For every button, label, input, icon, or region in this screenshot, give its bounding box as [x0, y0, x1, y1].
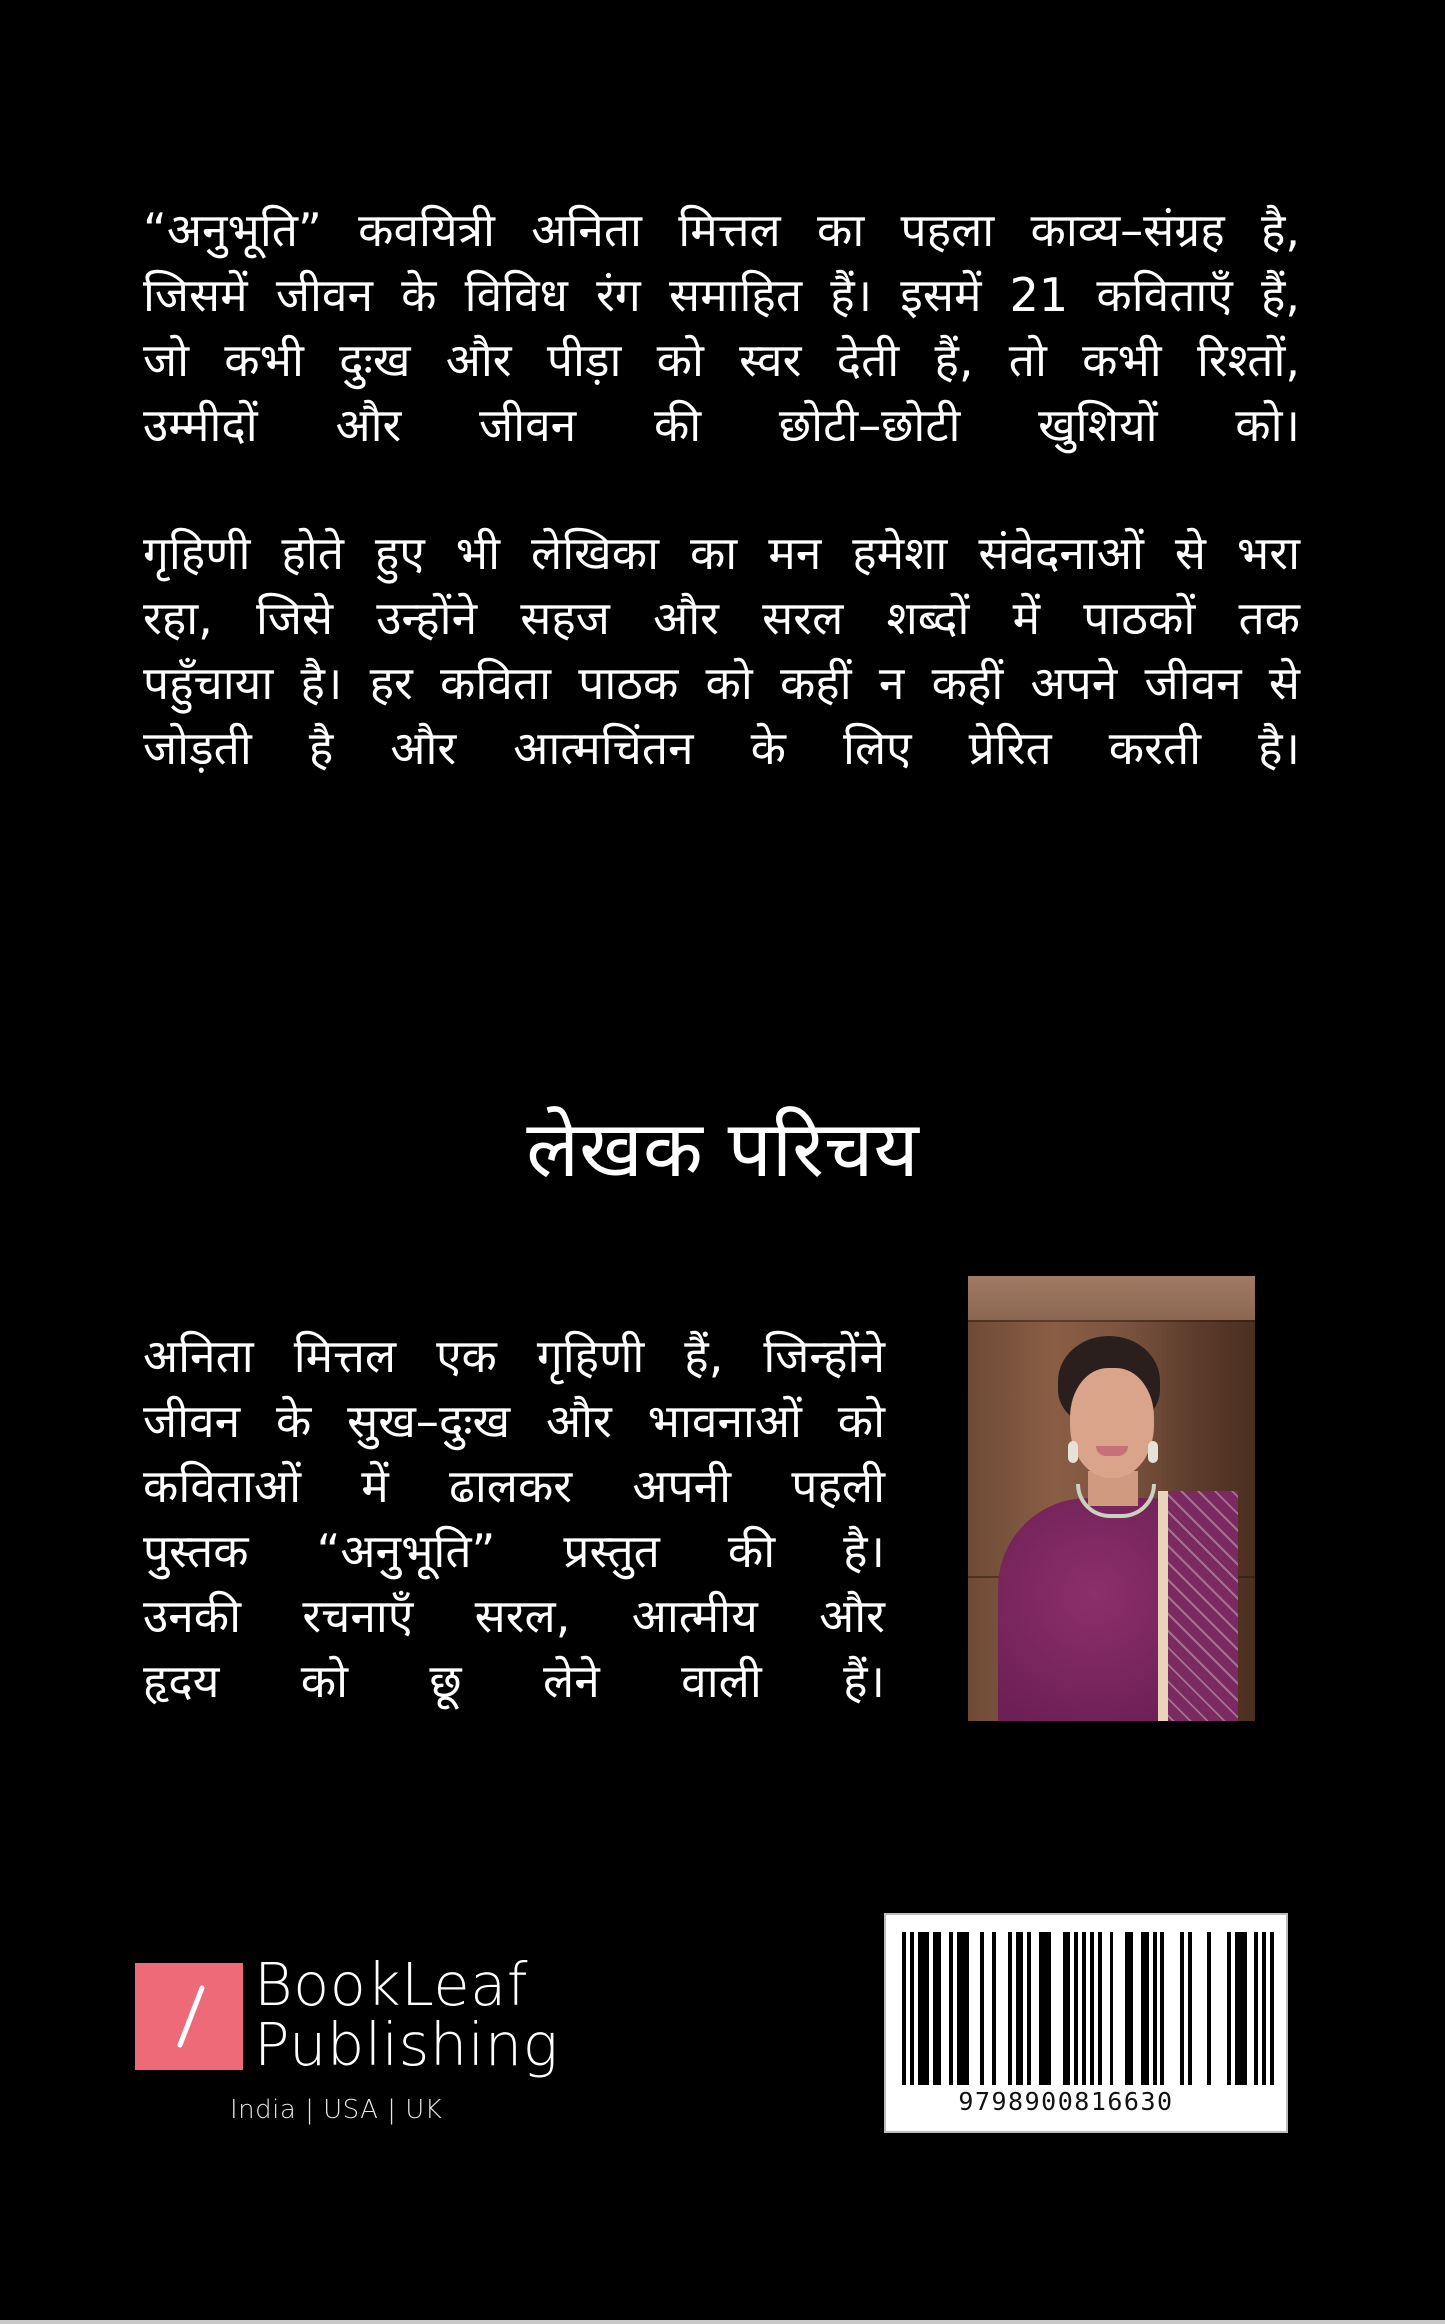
barcode-bar [992, 1932, 996, 2085]
barcode-bar [1270, 1932, 1274, 2085]
barcode-bar [1008, 1932, 1012, 2085]
author-bio [143, 1324, 885, 1714]
barcode-bar [1180, 1932, 1184, 2085]
blurb-paragraph-1 [143, 198, 1300, 458]
barcode-bar [1262, 1932, 1266, 2085]
barcode-bar [980, 1932, 984, 2085]
blurb-line: जिसमें जीवन के विविध रंग समाहित हैं। इसमें 21 कविताएँ हैं, [143, 268, 1300, 322]
barcode-bar [1153, 1932, 1157, 2085]
barcode-bar [1235, 1932, 1247, 2085]
photo-smile [1096, 1446, 1128, 1456]
blurb-line: पहुँचाया है। हर कविता पाठक को कहीं न कहीं अपने जीवन से [143, 656, 1300, 710]
barcode-bar [1227, 1932, 1231, 2085]
publisher-name-line-1: BookLeaf [254, 1950, 529, 2019]
bio-line: जीवन के सुख–दुःख और भावनाओं को [143, 1394, 885, 1448]
barcode-bar [902, 1932, 906, 2085]
barcode-bar [957, 1932, 969, 2085]
barcode-bar [1016, 1932, 1024, 2085]
barcode-bar [1125, 1932, 1133, 2085]
author-intro-heading: लेखक परिचय [526, 1105, 919, 1195]
blurb-line: जोड़ती है और आत्मचिंतन के लिए प्रेरित करती है। [143, 721, 1300, 775]
barcode-bar [1207, 1932, 1211, 2085]
bio-line: पुस्तक “अनुभूति” प्रस्तुत की है। [143, 1524, 885, 1578]
barcode-bar [910, 1932, 914, 2085]
barcode-bar [1188, 1932, 1192, 2085]
publisher-name-line-2: Publishing [254, 2010, 559, 2079]
photo-earring [1148, 1441, 1158, 1463]
blurb-line: उम्मीदों और जीवन की छोटी–छोटी खुशियों को। [143, 398, 1300, 452]
photo-earring [1068, 1441, 1078, 1463]
blurb-paragraph-2 [143, 521, 1300, 781]
barcode-bar [1082, 1932, 1086, 2085]
bio-line: अनिता मित्तल एक गृहिणी हैं, जिन्होंने [143, 1329, 885, 1383]
barcode-bars [902, 1932, 1274, 2085]
barcode-bar [1039, 1932, 1051, 2085]
barcode-bar [949, 1932, 953, 2085]
slash-icon [135, 1963, 243, 2070]
barcode-bar [1254, 1932, 1258, 2085]
publisher-logo [135, 1950, 559, 2133]
barcode-bar [933, 1932, 941, 2085]
author-photo [968, 1276, 1255, 1721]
barcode-bar [1141, 1932, 1149, 2085]
barcode-bar [1027, 1932, 1031, 2085]
barcode-bar [1074, 1932, 1078, 2085]
barcode-bar [1110, 1932, 1114, 2085]
barcode-bar [1063, 1932, 1071, 2085]
barcode-bar [1160, 1932, 1164, 2085]
blurb-line: रहा, जिसे उन्होंने सहज और सरल शब्दों में पाठकों तक [143, 591, 1300, 645]
barcode-bar [1090, 1932, 1094, 2085]
page-edge [0, 2320, 1445, 2324]
bio-line: उनकी रचनाएँ सरल, आत्मीय और [143, 1589, 885, 1643]
photo-dupatta [1158, 1491, 1238, 1721]
blurb-line: “अनुभूति” कवयित्री अनिता मित्तल का पहला काव्य–संग्रह है, [143, 203, 1300, 257]
photo-wall-panel [968, 1276, 1255, 1320]
photo-face [1070, 1368, 1154, 1478]
isbn-number: 9798900816630 [958, 2087, 1174, 2116]
barcode-bar [918, 1932, 930, 2085]
bio-line: हृदय को छू लेने वाली हैं। [143, 1654, 885, 1708]
bio-line: कविताओं में ढालकर अपनी पहली [143, 1459, 885, 1513]
publisher-regions: India | USA | UK [230, 2095, 443, 2125]
photo-wall-seam [968, 1320, 1255, 1322]
isbn-barcode [884, 1913, 1288, 2133]
blurb-line: गृहिणी होते हुए भी लेखिका का मन हमेशा संवेदनाओं से भरा [143, 526, 1300, 580]
blurb-line: जो कभी दुःख और पीड़ा को स्वर देती हैं, तो कभी रिश्तों, [143, 333, 1300, 387]
barcode-bar [1098, 1932, 1102, 2085]
